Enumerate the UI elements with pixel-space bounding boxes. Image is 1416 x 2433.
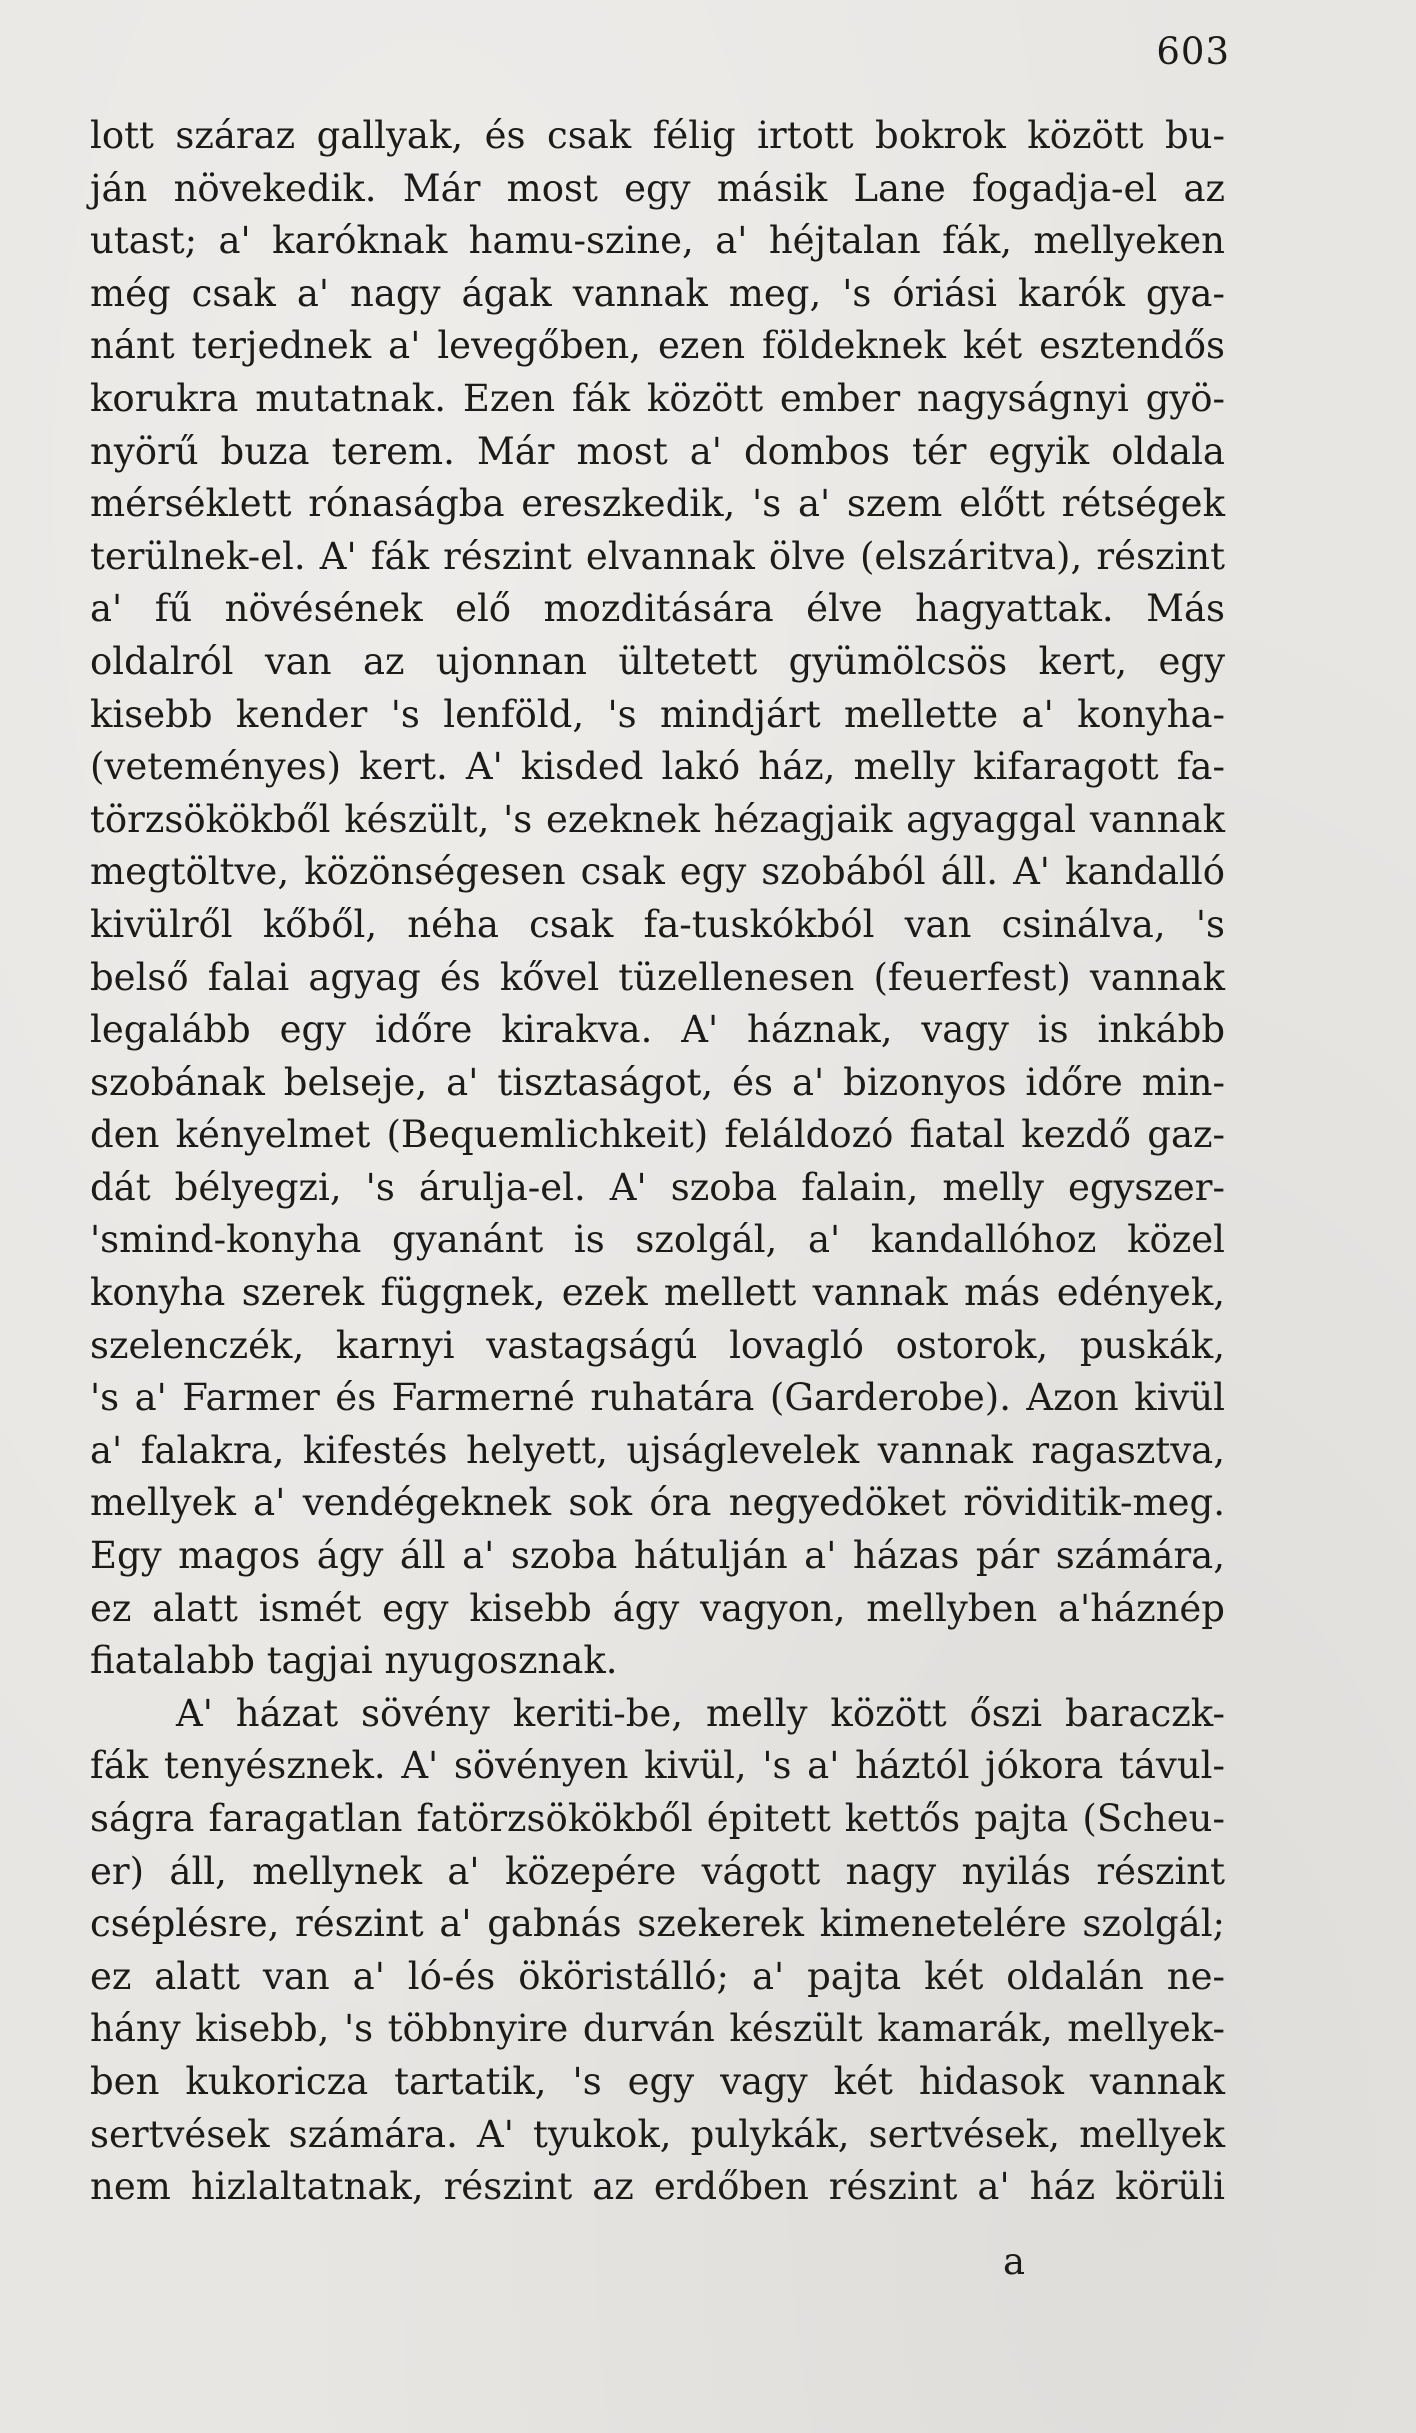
text-line: Egy magos ágy áll a' szoba hátulján a' házas pár számára,	[90, 1534, 1225, 1578]
text-line: nánt terjednek a' levegőben, ezen földeknek két esztendős	[90, 324, 1225, 368]
text-line: ez alatt ismét egy kisebb ágy vagyon, mellyben a'háznép	[90, 1586, 1225, 1630]
text-line: ján növekedik. Már most egy másik Lane fogadja-el az	[90, 166, 1225, 210]
text-line: lott száraz gallyak, és csak félig irtott bokrok között bu-	[90, 114, 1225, 157]
text-line: mérséklett rónaságba ereszkedik, 's a' szem előtt rétségek	[90, 482, 1225, 526]
body-text	[90, 110, 1225, 2214]
text-line: a' falakra, kifestés helyett, ujságlevelek vannak ragasztva,	[90, 1428, 1225, 1472]
text-line: 'smind-konyha gyanánt is szolgál, a' kandallóhoz közel	[90, 1218, 1225, 1262]
text-line: A' házat sövény keriti-be, melly között őszi baraczk-	[176, 1691, 1225, 1735]
text-line: terülnek-el. A' fák részint elvannak ölve (elszáritva), részint	[90, 534, 1225, 578]
text-line: er) áll, mellynek a' közepére vágott nagy nyilás részint	[90, 1849, 1225, 1893]
text-line: a' fű növésének elő mozditására élve hagyattak. Más	[90, 587, 1225, 631]
text-line: kisebb kender 's lenföld, 's mindjárt mellette a' konyha-	[90, 692, 1225, 736]
text-line: ságra faragatlan fatörzsökökből épitett kettős pajta (Scheu-	[90, 1797, 1225, 1840]
text-line: törzsökökből készült, 's ezeknek hézagjaik agyaggal vannak	[90, 797, 1225, 841]
text-line: belső falai agyag és kővel tüzellenesen (feuerfest) vannak	[90, 955, 1225, 999]
text-line: nyörű buza terem. Már most a' dombos tér egyik oldala	[90, 429, 1225, 473]
text-line: ez alatt van a' ló-és ököristálló; a' pajta két oldalán ne-	[90, 1954, 1225, 1998]
text-line: kivülről kőből, néha csak fa-tuskókból van csinálva, 's	[90, 902, 1225, 946]
text-line: még csak a' nagy ágak vannak meg, 's óriási karók gya-	[90, 271, 1225, 315]
text-line: szobának belseje, a' tisztaságot, és a' bizonyos időre min-	[90, 1060, 1225, 1104]
text-line: dát bélyegzi, 's árulja-el. A' szoba falain, melly egyszer-	[90, 1165, 1225, 1209]
text-line: sertvések számára. A' tyukok, pulykák, sertvések, mellyek	[90, 2112, 1225, 2156]
text-line: cséplésre, részint a' gabnás szekerek kimenetelére szolgál;	[90, 1902, 1225, 1946]
text-line: fák tenyésznek. A' sövényen kivül, 's a' háztól jókora távul-	[90, 1744, 1225, 1788]
text-line: korukra mutatnak. Ezen fák között ember nagyságnyi gyö-	[90, 376, 1225, 420]
text-line: nem hizlaltatnak, részint az erdőben részint a' ház körüli	[90, 2165, 1225, 2209]
text-line: mellyek a' vendégeknek sok óra negyedöket röviditik-meg.	[90, 1481, 1225, 1525]
text-line: oldalról van az ujonnan ültetett gyümölcsös kert, egy	[90, 639, 1225, 683]
text-line: (veteményes) kert. A' kisded lakó ház, melly kifaragott fa-	[90, 745, 1225, 789]
text-line: 's a' Farmer és Farmerné ruhatára (Garderobe). Azon kivül	[90, 1376, 1225, 1420]
text-line: konyha szerek függnek, ezek mellett vannak más edények,	[90, 1271, 1225, 1315]
text-line: fiatalabb tagjai nyugosznak.	[90, 1639, 618, 1683]
text-line: utast; a' karóknak hamu-szine, a' héjtalan fák, mellyeken	[90, 219, 1225, 263]
text-line: hány kisebb, 's többnyire durván készült kamarák, mellyek-	[90, 2007, 1225, 2051]
text-line: legalább egy időre kirakva. A' háznak, vagy is inkább	[90, 1008, 1225, 1052]
text-line: szelenczék, karnyi vastagságú lovagló ostorok, puskák,	[90, 1323, 1225, 1367]
text-line: megtöltve, közönségesen csak egy szobából áll. A' kandalló	[90, 850, 1225, 894]
text-line: den kényelmet (Bequemlichkeit) feláldozó fiatal kezdő gaz-	[90, 1113, 1225, 1157]
page-number: 603	[1156, 30, 1230, 73]
catchword: a	[1003, 2240, 1026, 2283]
text-line: ben kukoricza tartatik, 's egy vagy két hidasok vannak	[90, 2059, 1225, 2103]
